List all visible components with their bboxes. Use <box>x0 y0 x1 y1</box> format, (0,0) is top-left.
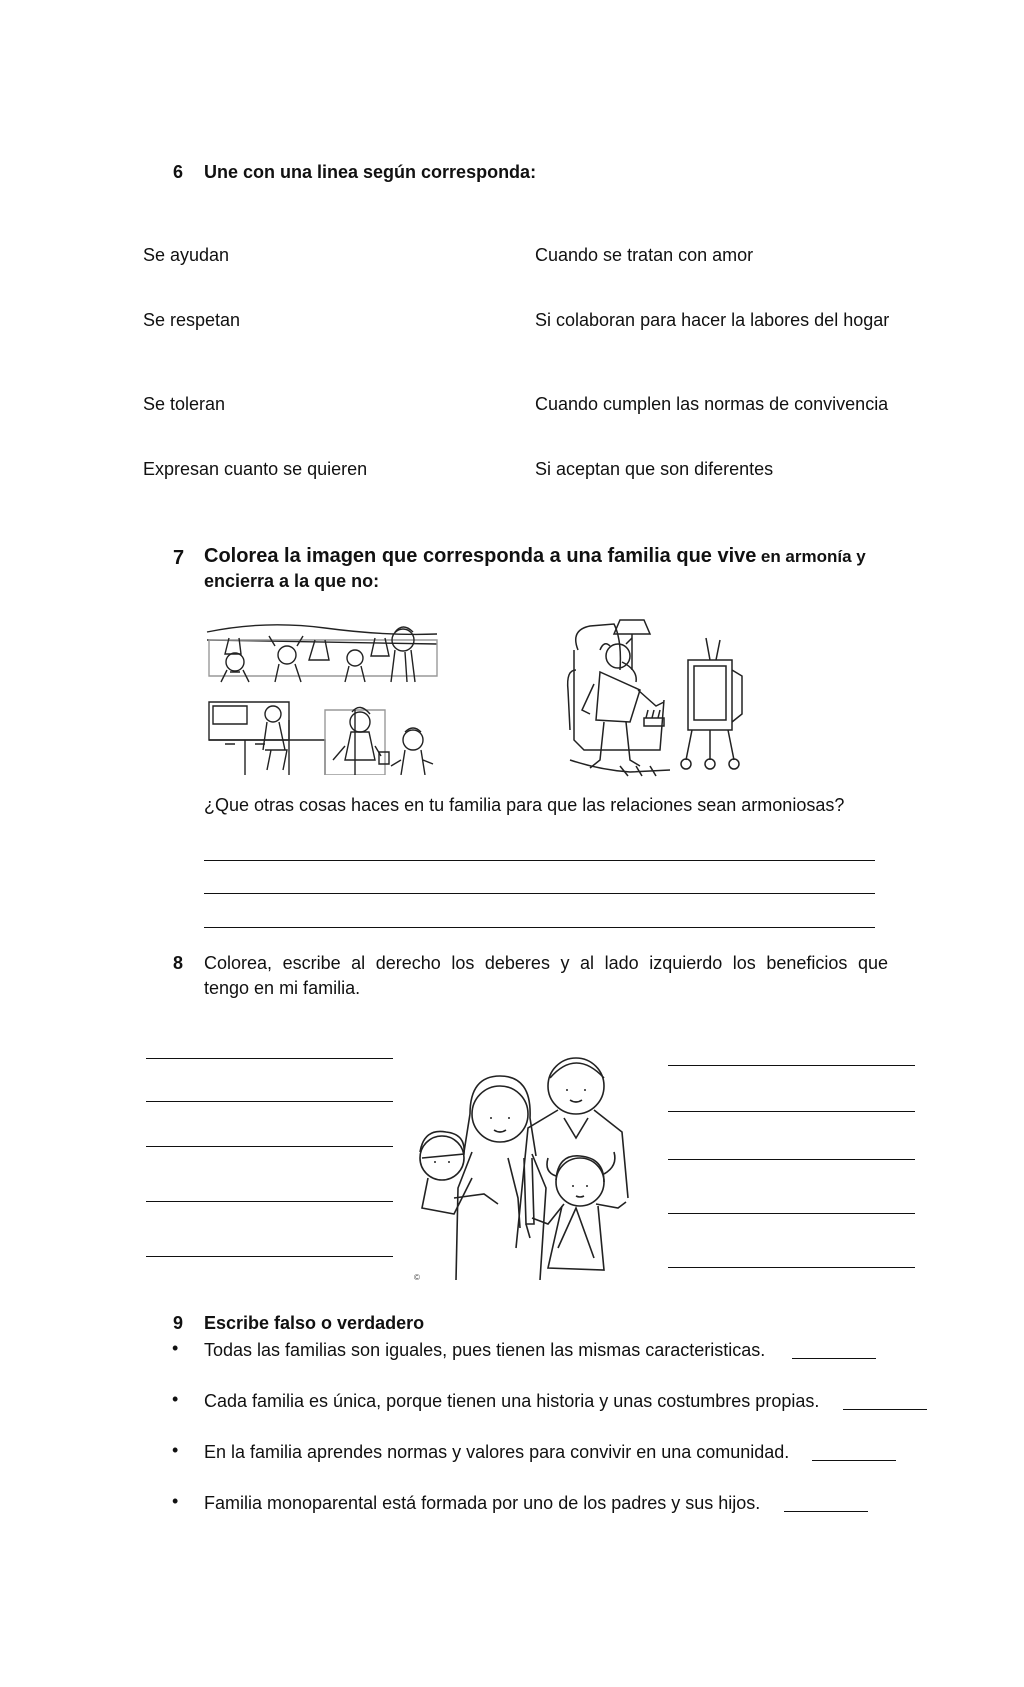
q9-number: 9 <box>173 1313 184 1333</box>
q7-title-small: en armonía y <box>760 547 866 566</box>
duty-line[interactable] <box>668 1213 915 1214</box>
benefit-line[interactable] <box>146 1058 393 1059</box>
benefit-line[interactable] <box>146 1256 393 1257</box>
q8-number: 8 <box>173 953 184 973</box>
q8-text-line1: Colorea, escribe al derecho los deberes y al lado izquierdo los beneficios que <box>204 953 888 973</box>
q7-answer-line[interactable] <box>204 927 875 928</box>
q7-answer-line[interactable] <box>204 860 875 861</box>
q9-statement: Familia monoparental está formada por uno de los padres y sus hijos. <box>204 1493 761 1513</box>
q9-statement: Todas las familias son iguales, pues tienen las mismas caracteristicas. <box>204 1340 766 1360</box>
bullet-icon: • <box>172 1338 179 1358</box>
q6-right-item: Si colaboran para hacer la labores del hogar <box>535 310 890 330</box>
q9-answer-blank[interactable] <box>792 1358 876 1359</box>
q6-left-item: Se toleran <box>143 394 226 414</box>
q6-left-item: Expresan cuanto se quieren <box>143 459 368 479</box>
q6-number: 6 <box>173 162 184 182</box>
benefit-line[interactable] <box>146 1146 393 1147</box>
family-chores-illustration <box>205 610 440 775</box>
q6-left-item: Se respetan <box>143 310 241 330</box>
q6-left-item: Se ayudan <box>143 245 230 265</box>
q8-text-line2: tengo en mi familia. <box>204 978 361 998</box>
duty-line[interactable] <box>668 1159 915 1160</box>
q6-right-item: Cuando cumplen las normas de convivencia <box>535 394 889 414</box>
q6-title: Une con una linea según corresponda: <box>204 162 537 182</box>
q6-right-item: Cuando se tratan con amor <box>535 245 754 265</box>
q9-answer-blank[interactable] <box>812 1460 896 1461</box>
q7-title-main: Colorea la imagen que corresponda a una familia que vive <box>204 545 757 567</box>
man-watching-tv-illustration <box>560 610 755 780</box>
q7-title-line2: encierra a la que no: <box>204 571 380 591</box>
bullet-icon: • <box>172 1440 179 1460</box>
family-illustration <box>408 1048 648 1283</box>
q7-answer-line[interactable] <box>204 893 875 894</box>
bullet-icon: • <box>172 1491 179 1511</box>
q9-statement: Cada familia es única, porque tienen una historia y unas costumbres propias. <box>204 1391 820 1411</box>
q7-number: 7 <box>173 547 185 569</box>
q7-question: ¿Que otras cosas haces en tu familia para que las relaciones sean armoniosas? <box>204 795 845 815</box>
duty-line[interactable] <box>668 1065 915 1066</box>
svg-text:©: © <box>414 1273 420 1282</box>
duty-line[interactable] <box>668 1111 915 1112</box>
q6-right-item: Si aceptan que son diferentes <box>535 459 774 479</box>
duty-line[interactable] <box>668 1267 915 1268</box>
q9-statement: En la familia aprendes normas y valores para convivir en una comunidad. <box>204 1442 790 1462</box>
q9-answer-blank[interactable] <box>784 1511 868 1512</box>
benefit-line[interactable] <box>146 1201 393 1202</box>
q9-title: Escribe falso o verdadero <box>204 1313 425 1333</box>
q9-answer-blank[interactable] <box>843 1409 927 1410</box>
benefit-line[interactable] <box>146 1101 393 1102</box>
q7-title-line1 <box>204 545 866 568</box>
bullet-icon: • <box>172 1389 179 1409</box>
